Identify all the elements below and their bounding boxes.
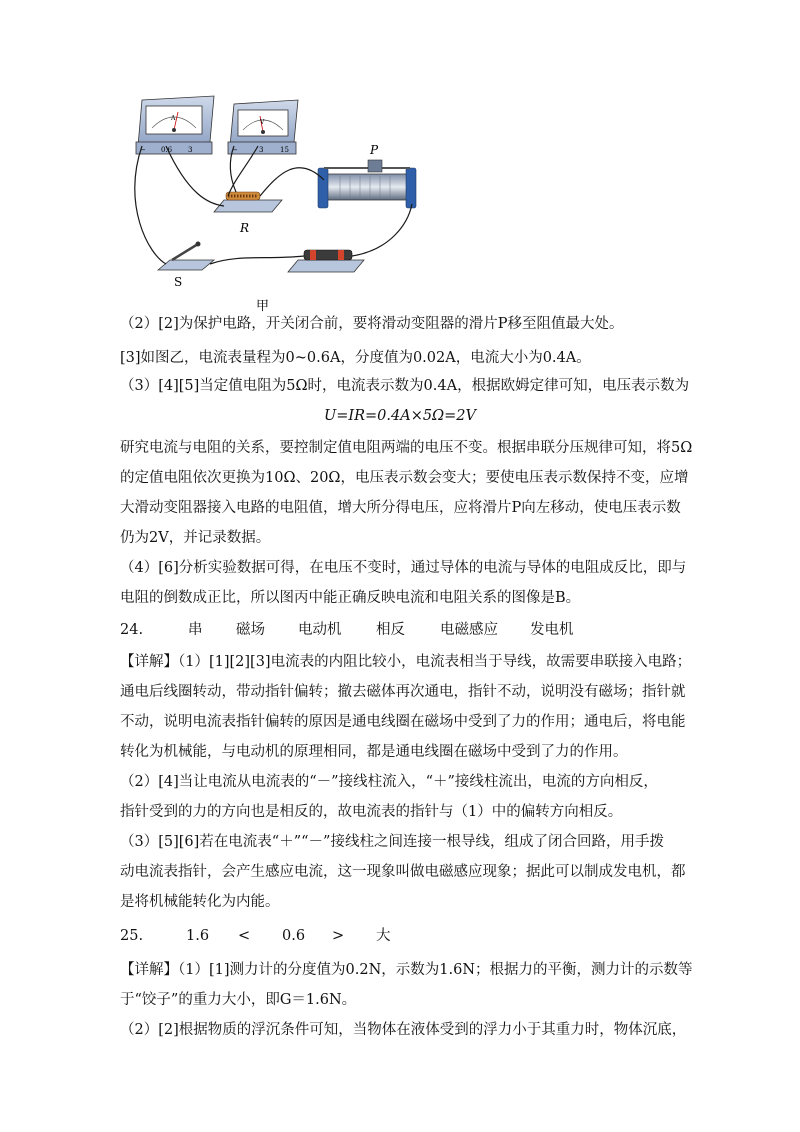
q24-answer-4: 相反: [376, 622, 405, 638]
q25-detail1-line1: 【详解】（1）[1]测力计的分度值为0.2N，示数为1.6N；根据力的平衡，测力计的示数等: [120, 962, 693, 978]
sliding-rheostat: [318, 143, 416, 208]
ammeter: [136, 96, 214, 154]
q23-part3-line2: 的定值电阻依次更换为10Ω、20Ω，电压表示数会变大；要使电压表示数保持不变，应增: [120, 470, 689, 486]
ammeter-terminal-06: 0.6: [161, 146, 173, 154]
voltmeter: [228, 100, 298, 154]
q24-detail1-line4: 转化为机械能，与电动机的原理相同，都是通电线圈在磁场中受到了力的作用。: [120, 744, 628, 760]
q23-part2-line2: [3]如图乙，电流表量程为0~0.6A，分度值为0.02A，电流大小为0.4A。: [120, 350, 591, 366]
q24-detail2-line1: （2）[4]当让电流从电流表的“－”接线柱流入，“＋”接线柱流出，电流的方向相反，: [120, 774, 658, 790]
q23-part4-line1: （4）[6]分析实验数据可得，在电压不变时，通过导体的电流与导体的电阻成反比，即与: [120, 560, 687, 576]
ammeter-terminal-neg: −: [140, 146, 146, 154]
q25-answer-2: <: [238, 928, 251, 944]
q24-answer-5: 电磁感应: [440, 622, 498, 638]
q23-part2-line1: （2）[2]为保护电路，开关闭合前，要将滑动变阻器的滑片P移至阻值最大处。: [120, 316, 624, 332]
switch-label-s: S: [174, 275, 183, 289]
q25-detail1-line2: 于“饺子”的重力大小，即G＝1.6N。: [120, 992, 357, 1008]
q23-part4-line2: 电阻的倒数成正比，所以图丙中能正确反映电流和电阻关系的图像是B。: [120, 590, 581, 606]
q25-answer-1: 1.6: [186, 928, 210, 944]
q25-answer-5: 大: [376, 928, 391, 944]
battery-pack: [288, 250, 364, 272]
q25-answer-3: 0.6: [282, 928, 306, 944]
q24-detail3-line3: 是将机械能转化为内能。: [120, 894, 280, 910]
fixed-resistor: [214, 192, 282, 235]
q25-detail2-line1: （2）[2]根据物质的浮沉条件可知，当物体在液体受到的浮力小于其重力时，物体沉底，: [120, 1022, 687, 1038]
q25-answer-4: >: [332, 928, 345, 944]
q24-detail1-line1: 【详解】（1）[1][2][3]电流表的内阻比较小，电流表相当于导线，故需要串联接入电路；: [120, 654, 692, 670]
ohm-law-formula: U=IR=0.4A×5Ω=2V: [324, 408, 476, 424]
circuit-diagram-figure: [128, 84, 418, 314]
switch: [158, 242, 214, 290]
q23-part3-line4: 仍为2V，并记录数据。: [120, 530, 271, 546]
voltmeter-terminal-15: 15: [280, 146, 289, 154]
q23-part3-line3: 大滑动变阻器接入电路的电阻值，增大所分得电压，应将滑片P向左移动，使电压表示数: [120, 500, 681, 516]
q24-detail3-line2: 动电流表指针，会产生感应电流，这一现象叫做电磁感应现象；据此可以制成发电机，都: [120, 864, 686, 880]
q23-part3-intro: （3）[4][5]当定值电阻为5Ω时，电流表示数为0.4A，根据欧姆定律可知，电压表示数为: [120, 378, 690, 394]
slider-label-p: P: [370, 143, 379, 157]
q23-part3-line1: 研究电流与电阻的关系，要控制定值电阻两端的电压不变。根据串联分压规律可知，将5Ω: [120, 440, 693, 456]
q24-answer-2: 磁场: [236, 622, 265, 638]
q24-answer-3: 电动机: [298, 622, 342, 638]
q24-number: 24.: [120, 622, 144, 638]
voltmeter-terminal-neg: −: [232, 146, 238, 154]
ammeter-letter: A: [171, 115, 176, 122]
q24-answer-1: 串: [188, 622, 203, 638]
q24-detail1-line2: 通电后线圈转动，带动指针偏转；撤去磁体再次通电，指针不动，说明没有磁场；指针就: [120, 684, 686, 700]
q25-number: 25.: [120, 928, 144, 944]
resistor-label-r: R: [240, 221, 250, 235]
q24-detail3-line1: （3）[5][6]若在电流表“＋”“－”接线柱之间连接一根导线，组成了闭合回路，用手拨: [120, 834, 664, 850]
figure-caption: 甲: [256, 299, 270, 314]
voltmeter-terminal-3: 3: [259, 146, 264, 154]
voltmeter-letter: V: [260, 119, 265, 126]
q24-detail1-line3: 不动，说明电流表指针偏转的原因是通电线圈在磁场中受到了力的作用；通电后，将电能: [120, 714, 686, 730]
q24-answer-6: 发电机: [530, 622, 574, 638]
ammeter-terminal-3: 3: [188, 146, 193, 154]
q24-detail2-line2: 指针受到的力的方向也是相反的，故电流表的指针与（1）中的偏转方向相反。: [120, 804, 623, 820]
